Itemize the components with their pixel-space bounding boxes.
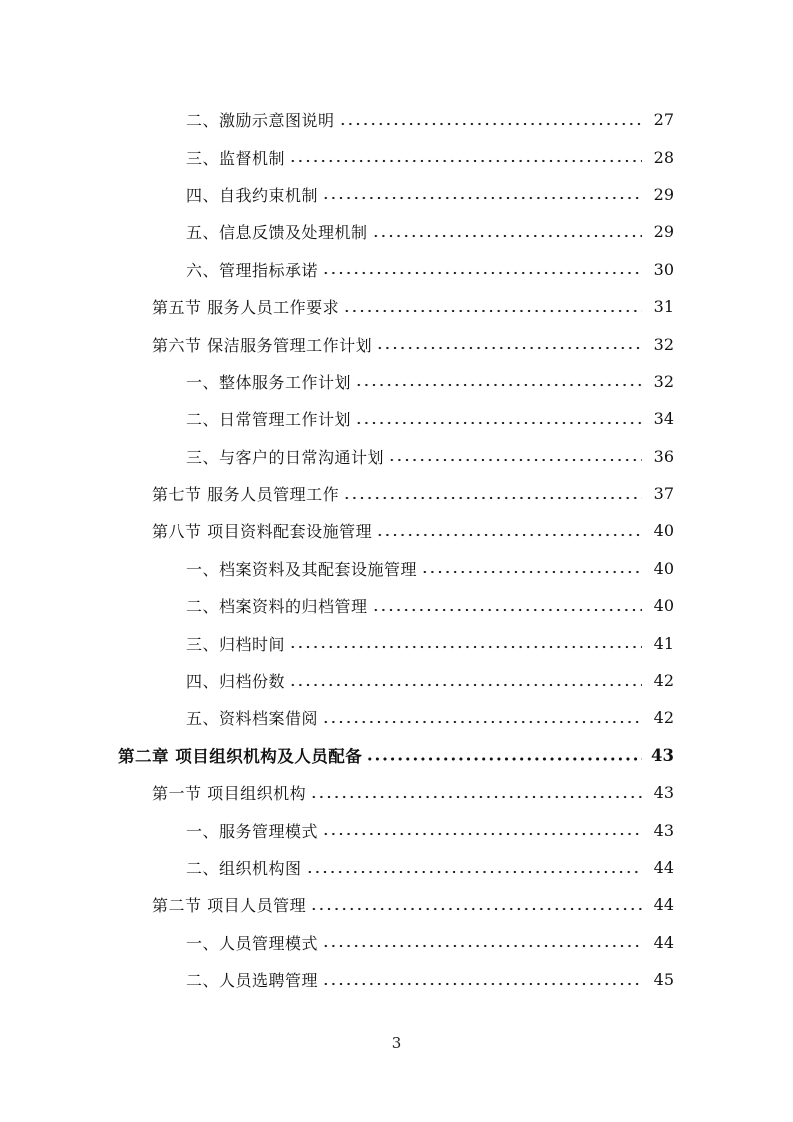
toc-dot-leader bbox=[310, 901, 642, 917]
toc-dot-leader bbox=[306, 864, 642, 880]
toc-dot-leader bbox=[366, 751, 642, 767]
toc-entry-page-number: 32 bbox=[653, 334, 674, 354]
toc-entry[interactable] bbox=[0, 138, 793, 175]
toc-entry-page-number: 43 bbox=[653, 783, 674, 803]
toc-entry-title: 第五节 服务人员工作要求 bbox=[152, 298, 340, 318]
toc-entry-title: 第一节 项目组织机构 bbox=[152, 784, 307, 804]
toc-entry[interactable] bbox=[0, 886, 793, 923]
toc-entry-title: 五、信息反馈及处理机制 bbox=[186, 223, 368, 243]
toc-entry-page-number: 45 bbox=[653, 970, 674, 990]
toc-entry-title: 二、日常管理工作计划 bbox=[186, 410, 352, 430]
toc-entry-page-number: 41 bbox=[653, 633, 674, 653]
toc-entry-title: 一、服务管理模式 bbox=[186, 821, 319, 841]
toc-entry-title: 三、监督机制 bbox=[186, 148, 286, 168]
toc-entry-page-number: 36 bbox=[653, 446, 674, 466]
toc-entry-page-number: 43 bbox=[653, 820, 674, 840]
toc-entry[interactable] bbox=[0, 512, 793, 549]
toc-entry-page-number: 44 bbox=[653, 932, 674, 952]
toc-entry-page-number: 28 bbox=[653, 147, 674, 167]
toc-entry[interactable] bbox=[0, 624, 793, 661]
toc-entry[interactable] bbox=[0, 774, 793, 811]
table-of-contents bbox=[0, 101, 793, 998]
toc-entry-page-number: 43 bbox=[651, 745, 674, 765]
toc-entry[interactable] bbox=[0, 662, 793, 699]
toc-entry-title: 第七节 服务人员管理工作 bbox=[152, 485, 340, 505]
toc-entry-title: 二、组织机构图 bbox=[186, 859, 302, 878]
toc-entry-page-number: 29 bbox=[653, 222, 674, 242]
toc-entry-title: 一、档案资料及其配套设施管理 bbox=[186, 559, 418, 579]
toc-dot-leader bbox=[339, 116, 642, 132]
toc-dot-leader bbox=[372, 602, 642, 618]
toc-entry-page-number: 30 bbox=[653, 259, 674, 279]
toc-entry[interactable] bbox=[0, 737, 793, 774]
toc-dot-leader bbox=[322, 265, 642, 281]
toc-entry[interactable] bbox=[0, 475, 793, 512]
toc-entry-title: 一、整体服务工作计划 bbox=[186, 372, 352, 392]
toc-dot-leader bbox=[343, 303, 642, 319]
toc-entry-title: 四、自我约束机制 bbox=[186, 185, 319, 205]
toc-dot-leader bbox=[322, 190, 642, 206]
toc-dot-leader bbox=[376, 527, 642, 543]
toc-dot-leader bbox=[421, 564, 642, 580]
toc-entry-page-number: 40 bbox=[653, 596, 674, 616]
page-number: 3 bbox=[391, 1034, 402, 1052]
toc-dot-leader bbox=[343, 490, 642, 506]
toc-dot-leader bbox=[355, 377, 642, 393]
toc-entry-title: 第二章 项目组织机构及人员配备 bbox=[118, 747, 363, 767]
toc-entry-title: 第二节 项目人员管理 bbox=[152, 896, 307, 916]
toc-entry-page-number: 31 bbox=[653, 297, 674, 317]
toc-entry[interactable] bbox=[0, 587, 793, 624]
toc-dot-leader bbox=[289, 639, 642, 655]
toc-entry-page-number: 37 bbox=[653, 484, 674, 504]
toc-dot-leader bbox=[355, 415, 642, 431]
toc-entry-title: 二、激励示意图说明 bbox=[186, 111, 335, 131]
toc-entry-title: 五、资料档案借阅 bbox=[186, 709, 319, 729]
toc-entry-title: 三、与客户的日常沟通计划 bbox=[186, 447, 385, 467]
toc-entry-page-number: 44 bbox=[653, 858, 674, 877]
toc-dot-leader bbox=[388, 452, 642, 468]
toc-entry[interactable] bbox=[0, 176, 793, 213]
toc-entry[interactable] bbox=[0, 251, 793, 288]
toc-entry-title: 二、档案资料的归档管理 bbox=[186, 597, 368, 617]
toc-entry[interactable] bbox=[0, 550, 793, 587]
toc-dot-leader bbox=[322, 826, 642, 842]
toc-dot-leader bbox=[372, 228, 642, 244]
toc-entry-title: 三、归档时间 bbox=[186, 634, 286, 654]
toc-entry[interactable] bbox=[0, 849, 793, 886]
toc-entry-title: 第六节 保洁服务管理工作计划 bbox=[152, 335, 373, 355]
toc-dot-leader bbox=[310, 789, 642, 805]
toc-entry[interactable] bbox=[0, 699, 793, 736]
toc-dot-leader bbox=[289, 153, 642, 169]
toc-dot-leader bbox=[322, 714, 642, 730]
toc-entry[interactable] bbox=[0, 961, 793, 998]
toc-entry-page-number: 40 bbox=[653, 521, 674, 541]
toc-entry[interactable] bbox=[0, 325, 793, 362]
toc-entry-title: 一、人员管理模式 bbox=[186, 933, 319, 953]
toc-dot-leader bbox=[376, 340, 642, 356]
toc-dot-leader bbox=[289, 677, 642, 693]
toc-entry-page-number: 29 bbox=[653, 184, 674, 204]
toc-entry-page-number: 42 bbox=[653, 671, 674, 691]
toc-entry-page-number: 44 bbox=[653, 895, 674, 915]
toc-entry[interactable] bbox=[0, 811, 793, 848]
toc-entry-title: 二、人员选聘管理 bbox=[186, 971, 319, 991]
toc-entry-page-number: 34 bbox=[653, 409, 674, 429]
toc-entry-title: 四、归档份数 bbox=[186, 672, 286, 692]
toc-entry-title: 六、管理指标承诺 bbox=[186, 260, 319, 280]
toc-entry[interactable] bbox=[0, 400, 793, 437]
toc-entry[interactable] bbox=[0, 101, 793, 138]
toc-entry-title: 第八节 项目资料配套设施管理 bbox=[152, 522, 373, 542]
toc-entry-page-number: 42 bbox=[653, 708, 674, 728]
toc-entry[interactable] bbox=[0, 363, 793, 400]
toc-entry[interactable] bbox=[0, 288, 793, 325]
toc-entry-page-number: 32 bbox=[653, 371, 674, 391]
toc-entry[interactable] bbox=[0, 213, 793, 250]
toc-entry[interactable] bbox=[0, 924, 793, 961]
toc-dot-leader bbox=[322, 976, 642, 992]
toc-entry[interactable] bbox=[0, 438, 793, 475]
toc-dot-leader bbox=[322, 938, 642, 954]
toc-entry-page-number: 27 bbox=[653, 110, 674, 130]
toc-entry-page-number: 40 bbox=[653, 558, 674, 578]
